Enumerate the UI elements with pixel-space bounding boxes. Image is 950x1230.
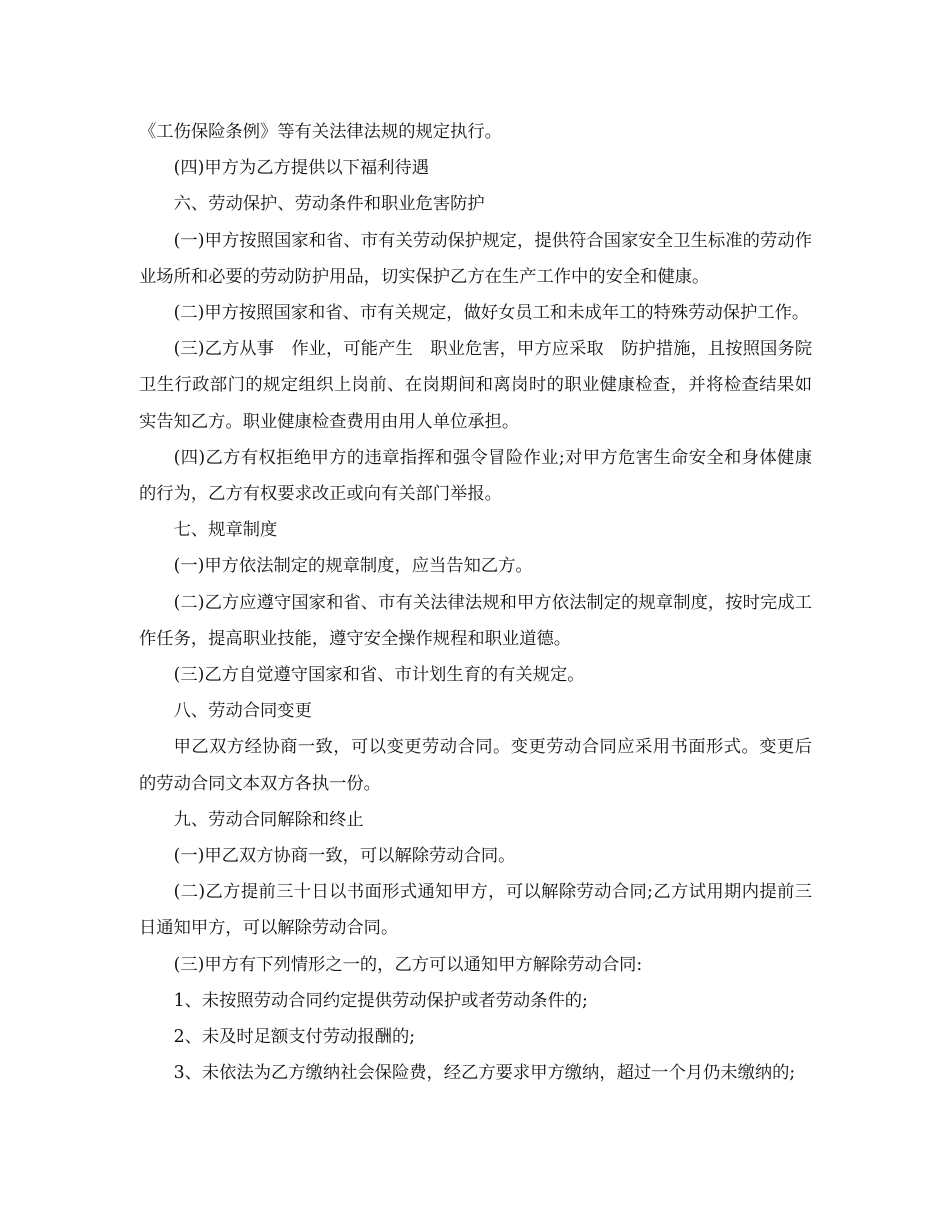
paragraph-termination-clause-3: (三)甲方有下列情形之一的，乙方可以通知甲方解除劳动合同: bbox=[173, 954, 643, 975]
section-heading-termination: 九、劳动合同解除和终止 bbox=[173, 809, 364, 830]
paragraph-rules-clause-3: (三)乙方自觉遵守国家和省、市计划生育的有关规定。 bbox=[173, 665, 585, 686]
list-item-termination-2: 2、未及时足额支付劳动报酬的; bbox=[173, 1027, 416, 1048]
list-item-termination-1: 1、未按照劳动合同约定提供劳动保护或者劳动条件的; bbox=[173, 990, 588, 1011]
document-body bbox=[139, 114, 812, 1091]
paragraph-protection-clause-1: (一)甲方按照国家和省、市有关劳动保护规定，提供符合国家安全卫生标准的劳动作业场所和必要的劳动防护用品，切实保护乙方在生产工作中的安全和健康。 bbox=[139, 230, 812, 287]
section-heading-contract-change: 八、劳动合同变更 bbox=[173, 701, 312, 722]
paragraph-welfare-benefits: (四)甲方为乙方提供以下福利待遇 bbox=[173, 158, 430, 179]
paragraph-protection-clause-2: (二)甲方按照国家和省、市有关规定，做好女员工和未成年工的特殊劳动保护工作。 bbox=[173, 303, 810, 324]
paragraph-rules-clause-2: (二)乙方应遵守国家和省、市有关法律法规和甲方依法制定的规章制度，按时完成工作任务，提高职业技能，遵守安全操作规程和职业道德。 bbox=[139, 592, 812, 649]
paragraph-termination-clause-1: (一)甲乙双方协商一致，可以解除劳动合同。 bbox=[173, 846, 516, 867]
paragraph-protection-clause-4: (四)乙方有权拒绝甲方的违章指挥和强令冒险作业;对甲方危害生命安全和身体健康的行为，乙方有权要求改正或向有关部门举报。 bbox=[139, 447, 812, 505]
section-heading-labor-protection: 六、劳动保护、劳动条件和职业危害防护 bbox=[173, 194, 485, 215]
paragraph-rules-clause-1: (一)甲方依法制定的规章制度，应当告知乙方。 bbox=[173, 556, 533, 577]
list-item-termination-3: 3、未依法为乙方缴纳社会保险费，经乙方要求甲方缴纳，超过一个月仍未缴纳的; bbox=[173, 1063, 796, 1084]
paragraph-contract-change: 甲乙双方经协商一致，可以变更劳动合同。变更劳动合同应采用书面形式。变更后的劳动合同文本双方各执一份。 bbox=[139, 737, 812, 794]
section-heading-rules: 七、规章制度 bbox=[173, 520, 278, 541]
paragraph-work-injury-insurance: 《工伤保险条例》等有关法律法规的规定执行。 bbox=[139, 122, 502, 142]
paragraph-termination-clause-2: (二)乙方提前三十日以书面形式通知甲方，可以解除劳动合同;乙方试用期内提前三日通知甲方，可以解除劳动合同。 bbox=[139, 882, 812, 939]
paragraph-protection-clause-3: (三)乙方从事 作业，可能产生 职业危害，甲方应采取 防护措施，且按照国务院卫生行政部门的规定组织上岗前、在岗期间和离岗时的职业健康检查，并将检查结果如实告知乙方。职业健康检查费用由用人单位承担。 bbox=[139, 339, 812, 432]
